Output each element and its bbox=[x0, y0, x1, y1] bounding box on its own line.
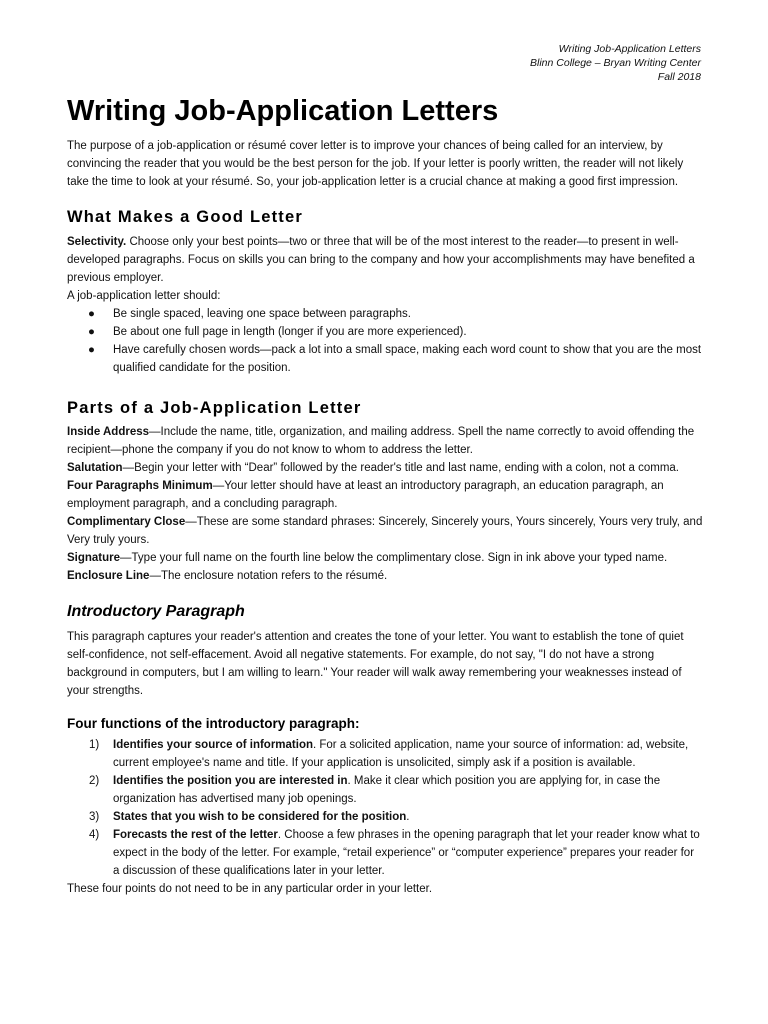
part-item bbox=[67, 477, 703, 513]
part-label: Four Paragraphs Minimum bbox=[67, 480, 213, 492]
list-number: 4) bbox=[89, 829, 100, 841]
intro-paragraph: The purpose of a job-application or résumé cover letter is to improve your chances of being called for an interview, by convincing the reader that you would be the best person for the job. If your letter is poorly written, the reader will not likely take the time to look at your résumé. So, your job-application letter is a crucial chance at making a good first impression. bbox=[67, 140, 684, 188]
introductory-paragraph: This paragraph captures your reader's attention and creates the tone of your letter. You want to establish the tone of quiet self-confidence, not self-effacement. Avoid all negative statements. For example, do not say, "I do not have a strong background in computers, but I am willing to learn." Your reader will walk away remembering your weaknesses instead of your strengths. bbox=[67, 631, 684, 697]
part-text: —The enclosure notation refers to the résumé. bbox=[149, 570, 388, 582]
should-intro: A job-application letter should: bbox=[67, 290, 221, 302]
part-label: Complimentary Close bbox=[67, 516, 186, 528]
function-label: Identifies the position you are interested in bbox=[113, 775, 348, 787]
part-label: Inside Address bbox=[67, 426, 150, 438]
part-item bbox=[67, 423, 703, 459]
part-item bbox=[67, 459, 703, 477]
header-line-1: Writing Job-Application Letters bbox=[558, 43, 701, 55]
document-body bbox=[67, 94, 703, 898]
selectivity-label: Selectivity. bbox=[67, 236, 127, 248]
bullet-icon: ● bbox=[88, 326, 95, 338]
selectivity-text: Choose only your best points—two or three that will be of the most interest to the reader—to present in well-developed paragraphs. Focus on skills you can bring to the company and how your accomplishments may have benefited a previous employer. bbox=[67, 236, 695, 284]
part-text: —These are some standard phrases: Sincerely, Sincerely yours, Yours sincerely, Yours very truly, and Very truly yours. bbox=[67, 516, 703, 546]
list-item bbox=[67, 341, 703, 377]
function-label: States that you wish to be considered for the position bbox=[113, 811, 407, 823]
list-number: 2) bbox=[89, 775, 100, 787]
functions-list bbox=[67, 736, 703, 880]
function-text: . Make it clear which position you are applying for, in case the organization has advertised many job openings. bbox=[113, 775, 661, 805]
list-item bbox=[67, 736, 703, 772]
list-item bbox=[67, 323, 703, 341]
header-line-3: Fall 2018 bbox=[657, 71, 701, 83]
part-text: —Begin your letter with “Dear” followed by the reader's title and last name, ending with a colon, not a comma. bbox=[122, 462, 679, 474]
function-text: . Choose a few phrases in the opening paragraph that let your reader know what to expect in the body of the letter. For example, “retail experience” or “computer experience” prepares your reader for a discussion of these qualifications later in your letter. bbox=[113, 829, 700, 877]
list-item bbox=[67, 305, 703, 323]
list-item bbox=[67, 808, 703, 826]
list-number: 3) bbox=[89, 811, 100, 823]
list-number: 1) bbox=[89, 739, 100, 751]
section-heading-introductory: Introductory Paragraph bbox=[67, 603, 245, 620]
function-label: Forecasts the rest of the letter bbox=[113, 829, 278, 841]
bullet-icon: ● bbox=[88, 308, 95, 320]
part-item bbox=[67, 549, 703, 567]
function-text: . bbox=[406, 811, 410, 823]
list-item bbox=[67, 772, 703, 808]
list-item bbox=[67, 826, 703, 880]
functions-closing: These four points do not need to be in any particular order in your letter. bbox=[67, 883, 433, 895]
bullet-icon: ● bbox=[88, 344, 95, 356]
part-label: Salutation bbox=[67, 462, 123, 474]
function-text: . For a solicited application, name your source of information: ad, website, current employee's name and title. If your application is unsolicited, simply ask if a position is available. bbox=[113, 739, 689, 769]
section-heading-good-letter: What Makes a Good Letter bbox=[67, 208, 304, 226]
part-text: —Your letter should have at least an introductory paragraph, an education paragraph, an employment paragraph, and a concluding paragraph. bbox=[67, 480, 664, 510]
part-label: Signature bbox=[67, 552, 121, 564]
section-heading-functions: Four functions of the introductory paragraph: bbox=[67, 716, 360, 731]
requirements-list bbox=[67, 305, 703, 377]
part-item bbox=[67, 513, 703, 549]
part-text: —Include the name, title, organization, and mailing address. Spell the name correctly to avoid offending the recipient—phone the company if you do not know to whom to address the letter. bbox=[67, 426, 695, 456]
header-line-2: Blinn College – Bryan Writing Center bbox=[530, 57, 701, 69]
bullet-text: Have carefully chosen words—pack a lot into a small space, making each word count to show that you are the most qualified candidate for the position. bbox=[113, 344, 702, 374]
part-item bbox=[67, 567, 703, 585]
part-text: —Type your full name on the fourth line below the complimentary close. Sign in ink above your typed name. bbox=[120, 552, 668, 564]
document-title: Writing Job-Application Letters bbox=[67, 95, 499, 127]
part-label: Enclosure Line bbox=[67, 570, 150, 582]
function-label: Identifies your source of information bbox=[113, 739, 313, 751]
running-header bbox=[530, 42, 701, 84]
bullet-text: Be about one full page in length (longer if you are more experienced). bbox=[113, 326, 467, 338]
selectivity-paragraph bbox=[67, 233, 703, 287]
section-heading-parts: Parts of a Job-Application Letter bbox=[67, 399, 362, 417]
bullet-text: Be single spaced, leaving one space between paragraphs. bbox=[113, 308, 411, 320]
